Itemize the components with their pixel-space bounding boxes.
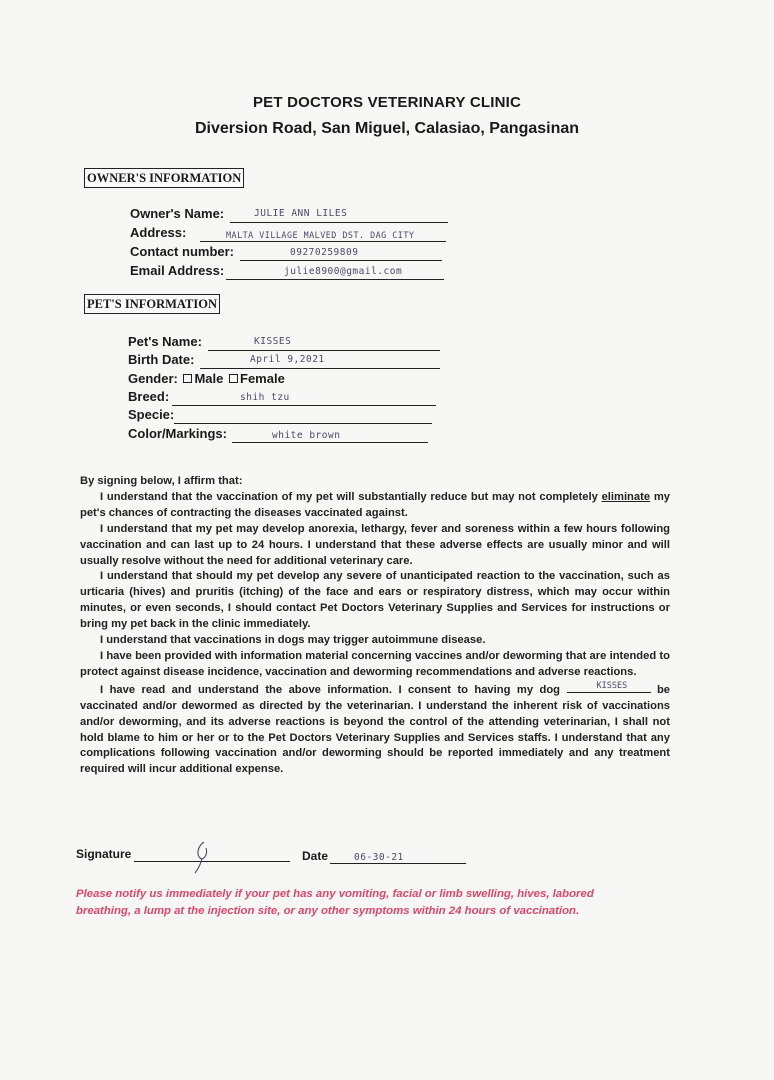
consent-paragraph-1 — [80, 490, 670, 522]
specie-label: Specie: — [128, 407, 175, 422]
notice-text: Please notify us immediately if your pet has any vomiting, facial or limb swelling, hives, labored breathing, a lump at the injection site, or any other symptoms within 24 hours of vaccination. — [76, 888, 594, 917]
gender-label: Gender: — [128, 371, 178, 386]
owner-address-line[interactable] — [200, 241, 446, 242]
dog-name-value: KISSES — [596, 680, 628, 691]
owner-name-label: Owner's Name: — [130, 206, 225, 221]
owner-address-label: Address: — [130, 225, 187, 240]
dog-name-blank[interactable] — [567, 681, 651, 693]
breed-value: shih tzu — [240, 392, 290, 403]
owner-contact-label: Contact number: — [130, 244, 234, 259]
pet-section-title: PET'S INFORMATION — [84, 294, 220, 314]
owner-contact-value: 09270259809 — [290, 247, 359, 258]
birth-date-label: Birth Date: — [128, 352, 195, 367]
owner-email-label: Email Address: — [130, 263, 225, 278]
owner-email-line[interactable] — [226, 279, 444, 280]
consent-paragraph-4: I understand that vaccinations in dogs may trigger autoimmune disease. — [100, 634, 486, 647]
clinic-address: Diversion Road, San Miguel, Calasiao, Pangasinan — [194, 120, 580, 137]
consent-paragraph-6 — [80, 681, 670, 778]
consent-p6-text-b: be vaccinated and/or dewormed as directed by the veterinarian. I understand the inherent risk of vaccinations and/or deworming, and its adverse reactions is beyond the control of the attending veterinarian, I shall not hold blame to him or her or to the Pet Doctors Veterinary Supplies and Services staffs. I understand that any complications following vaccination and/or deworming should be reported immediately and any treatment required will incur additional expense. — [80, 683, 671, 776]
consent-paragraph-3: I understand that should my pet develop any severe of unanticipated reaction to the vaccination, such as urticaria (hives) and pruritis (itching) of the face and ears or respiratory distress, which may occur within minutes, or even seconds, I should contact Pet Doctors Veterinary Supplies and Services for instructions or bring my pet back in the clinic immediately. — [80, 570, 670, 631]
date-label: Date — [302, 849, 329, 863]
female-option-label: Female — [240, 371, 285, 386]
owner-contact-line[interactable] — [240, 260, 442, 261]
gender-row — [128, 371, 285, 387]
male-option-label: Male — [194, 371, 224, 386]
male-checkbox[interactable] — [183, 374, 192, 383]
owner-address-value: MALTA VILLAGE MALVED DST. DAG CITY — [226, 230, 415, 240]
color-markings-label: Color/Markings: — [128, 426, 227, 441]
consent-paragraph-2: I understand that my pet may develop anorexia, lethargy, fever and soreness within a few hours following vaccination and can last up to 24 hours. I understand that these adverse effects are usually minor and will usually resolve without the need for additional veterinary care. — [80, 522, 670, 567]
color-markings-line[interactable] — [232, 442, 428, 443]
signature-mark — [190, 838, 216, 876]
consent-text — [80, 474, 670, 778]
owner-section-title: OWNER'S INFORMATION — [84, 168, 244, 188]
date-value: 06-30-21 — [354, 852, 404, 863]
owner-email-value: julie8900@gmail.com — [284, 266, 403, 277]
consent-p1-text-b: my pet's chances of contracting the diseases vaccinated against. — [80, 490, 670, 519]
signature-label: Signature — [76, 847, 132, 861]
specie-line[interactable] — [174, 423, 432, 424]
pet-name-label: Pet's Name: — [128, 334, 202, 349]
color-markings-value: white brown — [272, 430, 341, 441]
clinic-name: PET DOCTORS VETERINARY CLINIC — [252, 94, 522, 111]
consent-p1-underlined: eliminate — [601, 490, 651, 503]
female-checkbox[interactable] — [229, 374, 238, 383]
consent-lead: By signing below, I affirm that: — [80, 475, 243, 487]
consent-paragraph-5: I have been provided with information material concerning vaccines and/or deworming that are intended to protect against disease incidence, vaccination and deworming recommendations and adverse reactions. — [80, 649, 670, 678]
breed-label: Breed: — [128, 389, 170, 404]
owner-name-value: JULIE ANN LILES — [254, 208, 348, 219]
consent-p1-text-a: I understand that the vaccination of my pet will substantially reduce but may not completely — [100, 490, 598, 503]
consent-p6-text-a: I have read and understand the above information. I consent to having my dog — [100, 683, 561, 696]
birth-date-value: April 9,2021 — [250, 354, 325, 365]
pet-name-line[interactable] — [208, 350, 440, 351]
breed-line[interactable] — [172, 405, 436, 406]
birth-date-line[interactable] — [200, 368, 440, 369]
pet-name-value: KISSES — [254, 336, 292, 347]
owner-name-line[interactable] — [230, 222, 448, 223]
